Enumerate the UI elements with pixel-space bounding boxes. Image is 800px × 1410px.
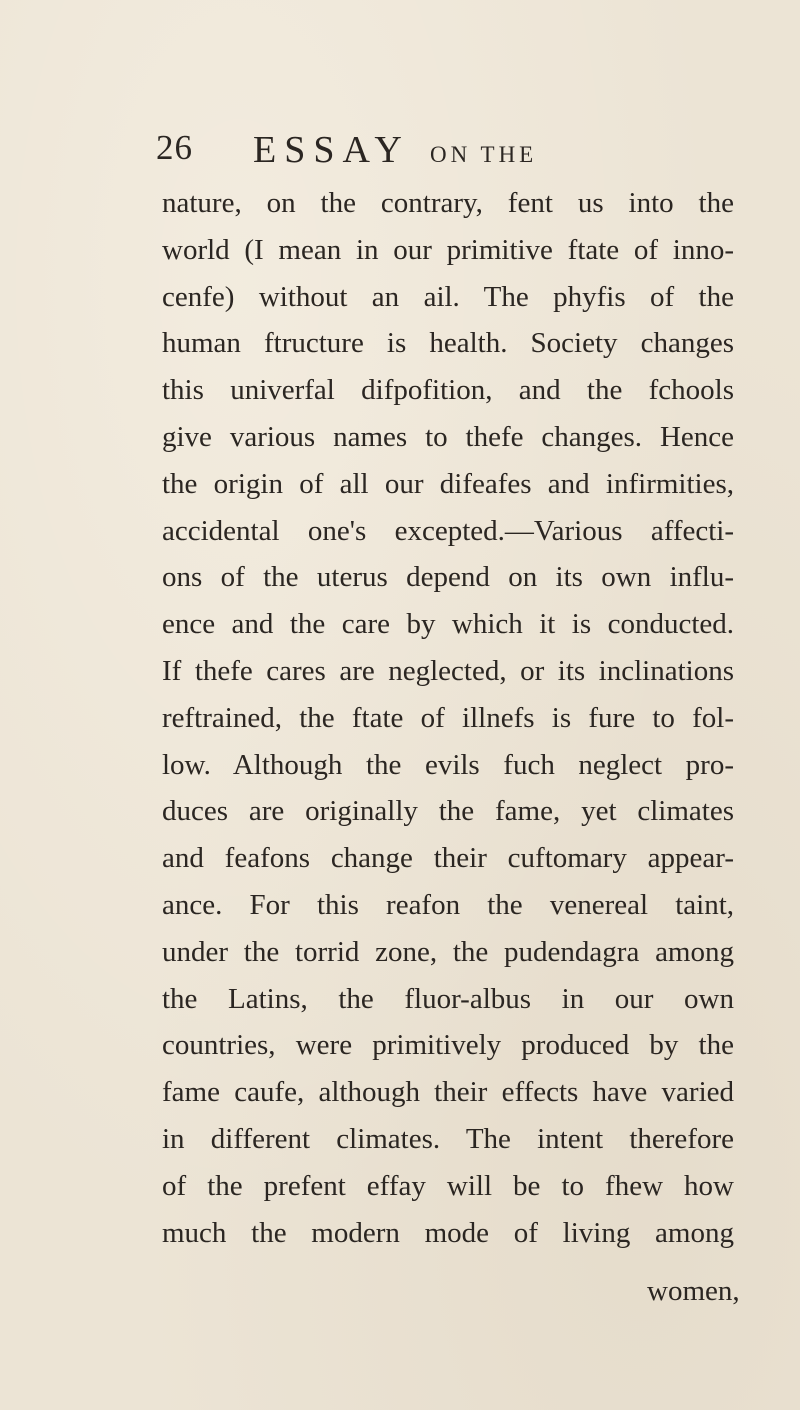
text-line: human ftructure is health. Society changes: [162, 327, 734, 360]
running-head-title: ESSAY: [253, 129, 409, 171]
page-number: 26: [156, 128, 193, 167]
text-line: in different climates. The intent therefore: [162, 1122, 734, 1155]
text-line: nature, on the contrary, fent us into the: [162, 187, 734, 219]
text-line: low. Although the evils fuch neglect pro-: [162, 748, 734, 781]
text-line: give various names to thefe changes. Hence: [162, 420, 734, 453]
text-line: reftrained, the ftate of illnefs is fure to fol-: [162, 701, 734, 734]
text-line: the origin of all our difeafes and infirmities,: [162, 467, 734, 500]
running-head: [253, 128, 537, 172]
text-line: world (I mean in our primitive ftate of inno-: [162, 233, 734, 266]
text-line: and feafons change their cuftomary appear-: [162, 842, 734, 875]
text-line: of the prefent effay will be to fhew how: [162, 1169, 734, 1202]
page-header: [156, 128, 636, 176]
text-line: duces are originally the fame, yet climates: [162, 795, 734, 828]
text-line: fame caufe, although their effects have varied: [162, 1076, 734, 1109]
text-line: much the modern mode of living among: [162, 1216, 734, 1249]
text-line: the Latins, the fluor-albus in our own: [162, 982, 734, 1015]
text-line: cenfe) without an ail. The phyfis of the: [162, 280, 734, 313]
text-line: ons of the uterus depend on its own influ-: [162, 561, 734, 594]
text-line: ence and the care by which it is conducted.: [162, 608, 734, 641]
text-line: under the torrid zone, the pudendagra among: [162, 935, 734, 968]
text-line: this univerfal difpofition, and the fchools: [162, 374, 734, 407]
text-line: countries, were primitively produced by the: [162, 1029, 734, 1062]
text-line: If thefe cares are neglected, or its inclinations: [162, 654, 734, 687]
text-line: accidental one's excepted.—Various affecti-: [162, 514, 734, 547]
running-head-subtitle: ON THE: [429, 142, 538, 167]
text-line: ance. For this reafon the venereal taint,: [162, 888, 734, 921]
body-text: [162, 180, 734, 1256]
catchword: women,: [647, 1275, 740, 1307]
